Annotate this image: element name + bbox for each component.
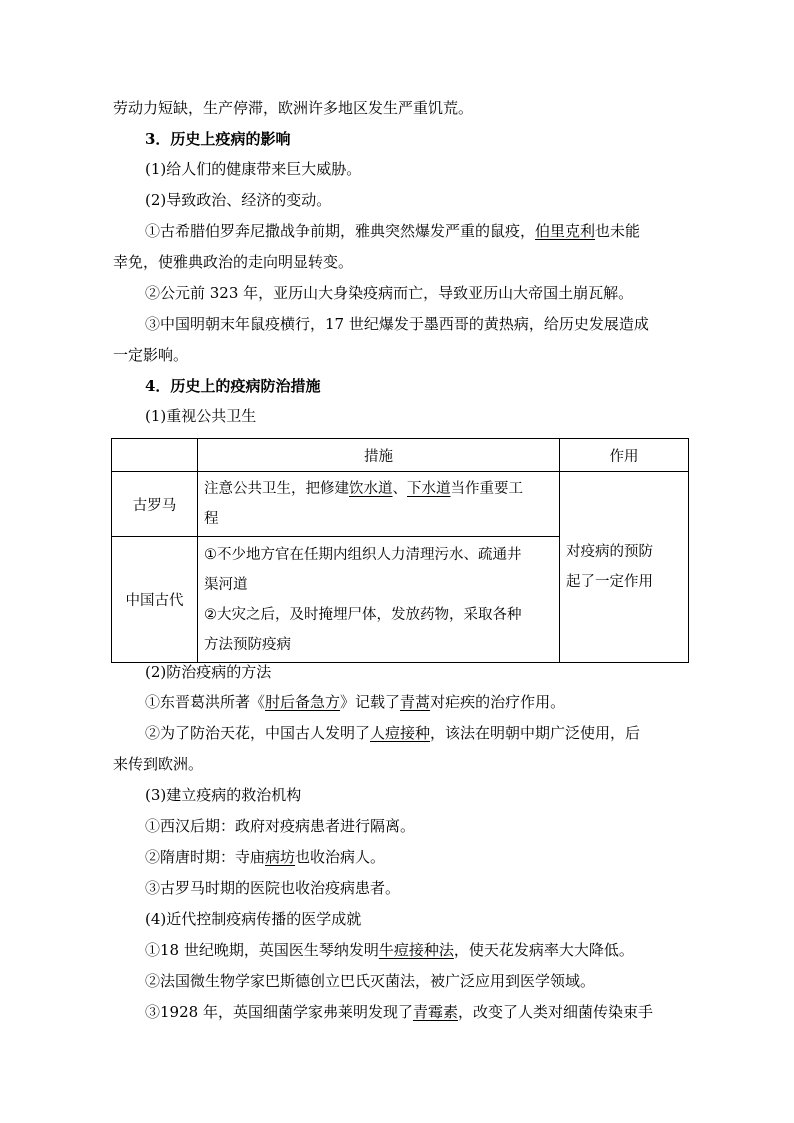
text-span: ①不少地方官在任期内组织人力清理污水、疏通井 (204, 546, 522, 563)
text-span: ②隋唐时期：寺庙 (145, 848, 266, 866)
underlined-term: 人痘接种 (370, 724, 431, 742)
underlined-term: 伯里克利 (535, 222, 596, 240)
prevention-measures-table (111, 438, 689, 663)
text-span: 方法预防疫病 (204, 636, 291, 653)
text-span: 》记载了 (340, 693, 401, 711)
text-span: ①东晋葛洪所著《 (145, 693, 266, 711)
text-line: 劳动力短缺，生产停滞，欧洲许多地区发生严重饥荒。 (113, 99, 474, 117)
text-span: 也收治病人。 (295, 848, 386, 866)
text-span: 对疫病的预防 (566, 544, 653, 560)
text-line: ①西汉后期：政府对疫病患者进行隔离。 (145, 817, 416, 835)
text-line (145, 723, 690, 743)
text-span: ，改变了人类对细菌传染束手 (457, 1003, 653, 1021)
table-cell-measure (198, 537, 560, 663)
text-span: ，该法在明朝中期广泛使用，后 (430, 724, 641, 742)
underlined-term: 肘后备急方 (265, 693, 341, 711)
text-line: (4)近代控制疫病传播的医学成就 (145, 910, 362, 928)
table-header-cell: 作用 (560, 439, 689, 472)
text-span: ③1928 年，英国细菌学家弗莱明发现了 (145, 1003, 413, 1021)
table-cell-measure (198, 472, 560, 537)
text-line (145, 847, 720, 867)
table-header-row (112, 439, 689, 472)
text-span: ，使天花发病率大大降低。 (453, 941, 634, 959)
text-span: ②大灾之后，及时掩埋尸体，发放药物，采取各种 (204, 606, 522, 623)
table-row (112, 472, 689, 537)
text-line: (3)建立疫病的救治机构 (145, 786, 302, 804)
text-line (145, 1002, 690, 1022)
section-heading-3: 3．历史上疫病的影响 (145, 130, 291, 148)
text-line: (2)导致政治、经济的变动。 (145, 191, 332, 209)
underlined-term: 病坊 (265, 848, 296, 866)
text-line: 一定影响。 (113, 346, 189, 364)
underlined-term: 饮水道 (349, 481, 393, 497)
underlined-term: 青霉素 (412, 1003, 458, 1021)
underlined-term: 牛痘接种法 (378, 941, 454, 959)
text-span: ①古希腊伯罗奔尼撒战争前期，雅典突然爆发严重的鼠疫， (145, 222, 536, 240)
text-line: ③古罗马时期的医院也收治疫病患者。 (145, 879, 401, 897)
table-cell-effect (560, 472, 689, 663)
text-line: 幸免，使雅典政治的走向明显转变。 (113, 253, 354, 271)
text-line: (1)重视公共卫生 (145, 407, 257, 425)
underlined-term: 青蒿 (400, 693, 431, 711)
table-cell-place: 中国古代 (112, 537, 198, 663)
text-line: 来传到欧洲。 (113, 755, 204, 773)
text-span: 起了一定作用 (566, 574, 653, 590)
table-header-cell (112, 439, 198, 472)
text-line: (1)给人们的健康带来巨大威胁。 (145, 160, 362, 178)
text-line (145, 940, 690, 960)
underlined-term: 下水道 (407, 481, 451, 497)
text-line: ②法国微生物学家巴斯德创立巴氏灭菌法，被广泛应用到医学领域。 (145, 972, 596, 990)
text-span: 对疟疾的治疗作用。 (430, 693, 566, 711)
text-span: 当作重要工 (450, 481, 523, 497)
text-line: (2)防治疫病的方法 (145, 663, 272, 681)
text-span: 也未能 (595, 222, 641, 240)
text-span: 注意公共卫生，把修建 (204, 481, 349, 497)
text-span: ②为了防治天花，中国古人发明了 (145, 724, 371, 742)
table-cell-place: 古罗马 (112, 472, 198, 537)
text-span: ①18 世纪晚期，英国医生琴纳发明 (145, 941, 379, 959)
text-line (145, 221, 690, 241)
text-span: 程 (204, 511, 219, 527)
text-span: 渠河道 (204, 576, 248, 593)
text-line (145, 692, 690, 712)
text-line: ②公元前 323 年，亚历山大身染疫病而亡，导致亚历山大帝国土崩瓦解。 (145, 284, 634, 302)
text-span: 、 (392, 481, 407, 497)
section-heading-4: 4．历史上的疫病防治措施 (145, 377, 321, 395)
text-line: ③中国明朝末年鼠疫横行，17 世纪爆发于墨西哥的黄热病，给历史发展造成 (145, 315, 649, 333)
table-header-cell: 措施 (198, 439, 560, 472)
